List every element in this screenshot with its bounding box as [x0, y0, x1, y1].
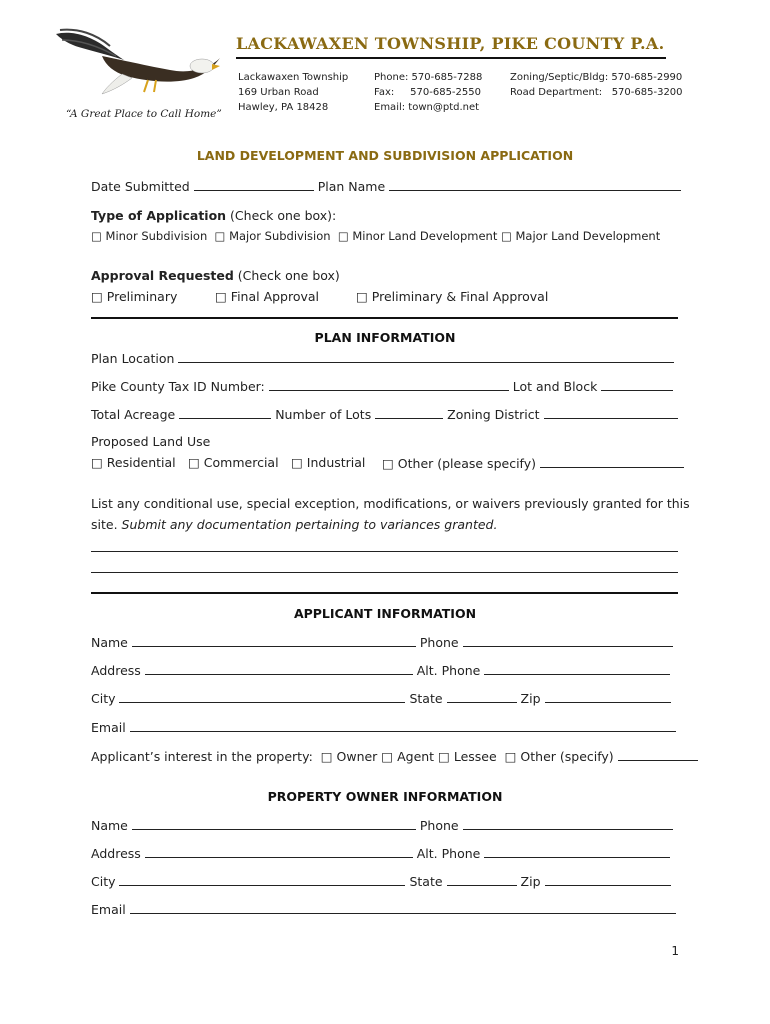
section-divider	[91, 317, 678, 319]
type-heading-row	[91, 208, 336, 224]
use-other-checkbox[interactable]: □ Other (please specify)	[382, 456, 536, 471]
tax-id-field[interactable]	[269, 378, 509, 391]
applicant-alt-phone-label: Alt. Phone	[416, 663, 481, 678]
department-block	[510, 70, 683, 100]
owner-phone-label: Phone	[419, 818, 459, 833]
owner-state-field[interactable]	[447, 873, 517, 886]
approval-both-checkbox[interactable]: □ Preliminary & Final Approval	[356, 289, 549, 304]
header-divider	[236, 57, 666, 59]
applicant-city-field[interactable]	[119, 690, 405, 703]
tax-id-row	[91, 378, 673, 395]
applicant-zip-field[interactable]	[545, 690, 671, 703]
date-submitted-label: Date Submitted	[91, 179, 190, 194]
plan-info-heading: PLAN INFORMATION	[314, 330, 456, 345]
approval-heading-row	[91, 268, 340, 284]
applicant-state-field[interactable]	[447, 690, 517, 703]
zoning-district-label: Zoning District	[447, 407, 540, 422]
phone-line: Phone: 570-685-7288	[374, 72, 483, 83]
plan-location-row	[91, 350, 674, 367]
conditional-italic-note: Submit any documentation pertaining to variances granted.	[121, 517, 498, 532]
applicant-email-label: Email	[91, 720, 126, 735]
applicant-interest-row	[91, 748, 698, 765]
owner-phone-field[interactable]	[463, 817, 673, 830]
owner-state-label: State	[409, 874, 443, 889]
date-plan-row	[91, 178, 681, 195]
owner-email-label: Email	[91, 902, 126, 917]
owner-name-label: Name	[91, 818, 128, 833]
applicant-info-heading: APPLICANT INFORMATION	[293, 606, 477, 621]
applicant-city-label: City	[91, 691, 116, 706]
owner-name-field[interactable]	[132, 817, 416, 830]
use-commercial-checkbox[interactable]: □ Commercial	[188, 455, 279, 470]
owner-city-label: City	[91, 874, 116, 889]
applicant-address-field[interactable]	[145, 662, 413, 675]
applicant-address-row	[91, 662, 670, 679]
applicant-interest-options[interactable]: Applicant’s interest in the property: □ Owner □ Agent □ Lessee □ Other (specify)	[91, 749, 614, 764]
plan-location-field[interactable]	[178, 350, 674, 363]
lot-block-field[interactable]	[601, 378, 673, 391]
owner-address-label: Address	[91, 846, 141, 861]
use-residential-checkbox[interactable]: □ Residential	[91, 455, 176, 470]
tagline: “A Great Place to Call Home”	[66, 108, 222, 120]
page-number: 1	[671, 944, 679, 958]
eagle-logo-icon	[52, 26, 222, 106]
owner-alt-phone-field[interactable]	[484, 845, 670, 858]
contact-block	[374, 70, 482, 115]
applicant-zip-label: Zip	[520, 691, 541, 706]
applicant-email-field[interactable]	[130, 719, 676, 732]
applicant-name-field[interactable]	[132, 634, 416, 647]
applicant-interest-other-field[interactable]	[618, 748, 698, 761]
owner-name-row	[91, 817, 673, 834]
conditional-field-line[interactable]	[91, 572, 678, 573]
conditional-site: site.	[91, 517, 122, 532]
use-industrial-checkbox[interactable]: □ Industrial	[291, 455, 366, 470]
form-title: LAND DEVELOPMENT AND SUBDIVISION APPLICATION	[196, 148, 574, 163]
approval-heading: Approval Requested	[91, 268, 234, 283]
owner-alt-phone-label: Alt. Phone	[416, 846, 481, 861]
type-note: (Check one box):	[226, 208, 337, 223]
road-phone: Road Department: 570-685-3200	[510, 87, 683, 98]
tax-id-label: Pike County Tax ID Number:	[91, 379, 265, 394]
type-options[interactable]: □ Minor Subdivision □ Major Subdivision □ Minor Land Development □ Major Land Development	[91, 229, 661, 243]
applicant-city-row	[91, 690, 671, 707]
plan-location-label: Plan Location	[91, 351, 175, 366]
date-submitted-field[interactable]	[194, 178, 314, 191]
conditional-note-row	[91, 517, 497, 533]
address-line: 169 Urban Road	[238, 87, 319, 98]
applicant-state-label: State	[409, 691, 443, 706]
proposed-use-label: Proposed Land Use	[91, 434, 211, 449]
total-acreage-label: Total Acreage	[91, 407, 176, 422]
plan-name-field[interactable]	[389, 178, 681, 191]
address-line: Hawley, PA 18428	[238, 102, 329, 113]
acreage-row	[91, 406, 678, 423]
conditional-text: List any conditional use, special exception, modifications, or waivers previously granted for this	[91, 496, 690, 511]
applicant-name-label: Name	[91, 635, 128, 650]
zoning-district-field[interactable]	[544, 406, 678, 419]
address-line: Lackawaxen Township	[238, 72, 349, 83]
applicant-phone-field[interactable]	[463, 634, 673, 647]
approval-prelim-checkbox[interactable]: □ Preliminary	[91, 289, 178, 304]
total-acreage-field[interactable]	[179, 406, 271, 419]
applicant-name-row	[91, 634, 673, 651]
number-of-lots-field[interactable]	[375, 406, 443, 419]
use-other-row	[382, 455, 684, 472]
applicant-address-label: Address	[91, 663, 141, 678]
conditional-field-line[interactable]	[91, 551, 678, 552]
owner-city-field[interactable]	[119, 873, 405, 886]
owner-email-field[interactable]	[130, 901, 676, 914]
zoning-phone: Zoning/Septic/Bldg: 570-685-2990	[510, 72, 683, 83]
number-of-lots-label: Number of Lots	[275, 407, 372, 422]
use-other-field[interactable]	[540, 455, 684, 468]
owner-address-row	[91, 845, 670, 862]
owner-email-row	[91, 901, 676, 918]
owner-address-field[interactable]	[145, 845, 413, 858]
plan-name-label: Plan Name	[317, 179, 386, 194]
township-title: LACKAWAXEN TOWNSHIP, PIKE COUNTY P.A.	[236, 34, 665, 53]
owner-zip-field[interactable]	[545, 873, 671, 886]
approval-note: (Check one box)	[233, 268, 340, 283]
type-heading: Type of Application	[91, 208, 227, 223]
lot-block-label: Lot and Block	[512, 379, 598, 394]
applicant-email-row	[91, 719, 676, 736]
approval-final-checkbox[interactable]: □ Final Approval	[215, 289, 320, 304]
email-line: Email: town@ptd.net	[374, 102, 480, 113]
fax-line: Fax: 570-685-2550	[374, 87, 481, 98]
applicant-alt-phone-field[interactable]	[484, 662, 670, 675]
applicant-phone-label: Phone	[419, 635, 459, 650]
owner-city-row	[91, 873, 671, 890]
section-divider	[91, 592, 678, 594]
owner-zip-label: Zip	[520, 874, 541, 889]
address-block	[238, 70, 348, 115]
owner-info-heading: PROPERTY OWNER INFORMATION	[267, 789, 503, 804]
